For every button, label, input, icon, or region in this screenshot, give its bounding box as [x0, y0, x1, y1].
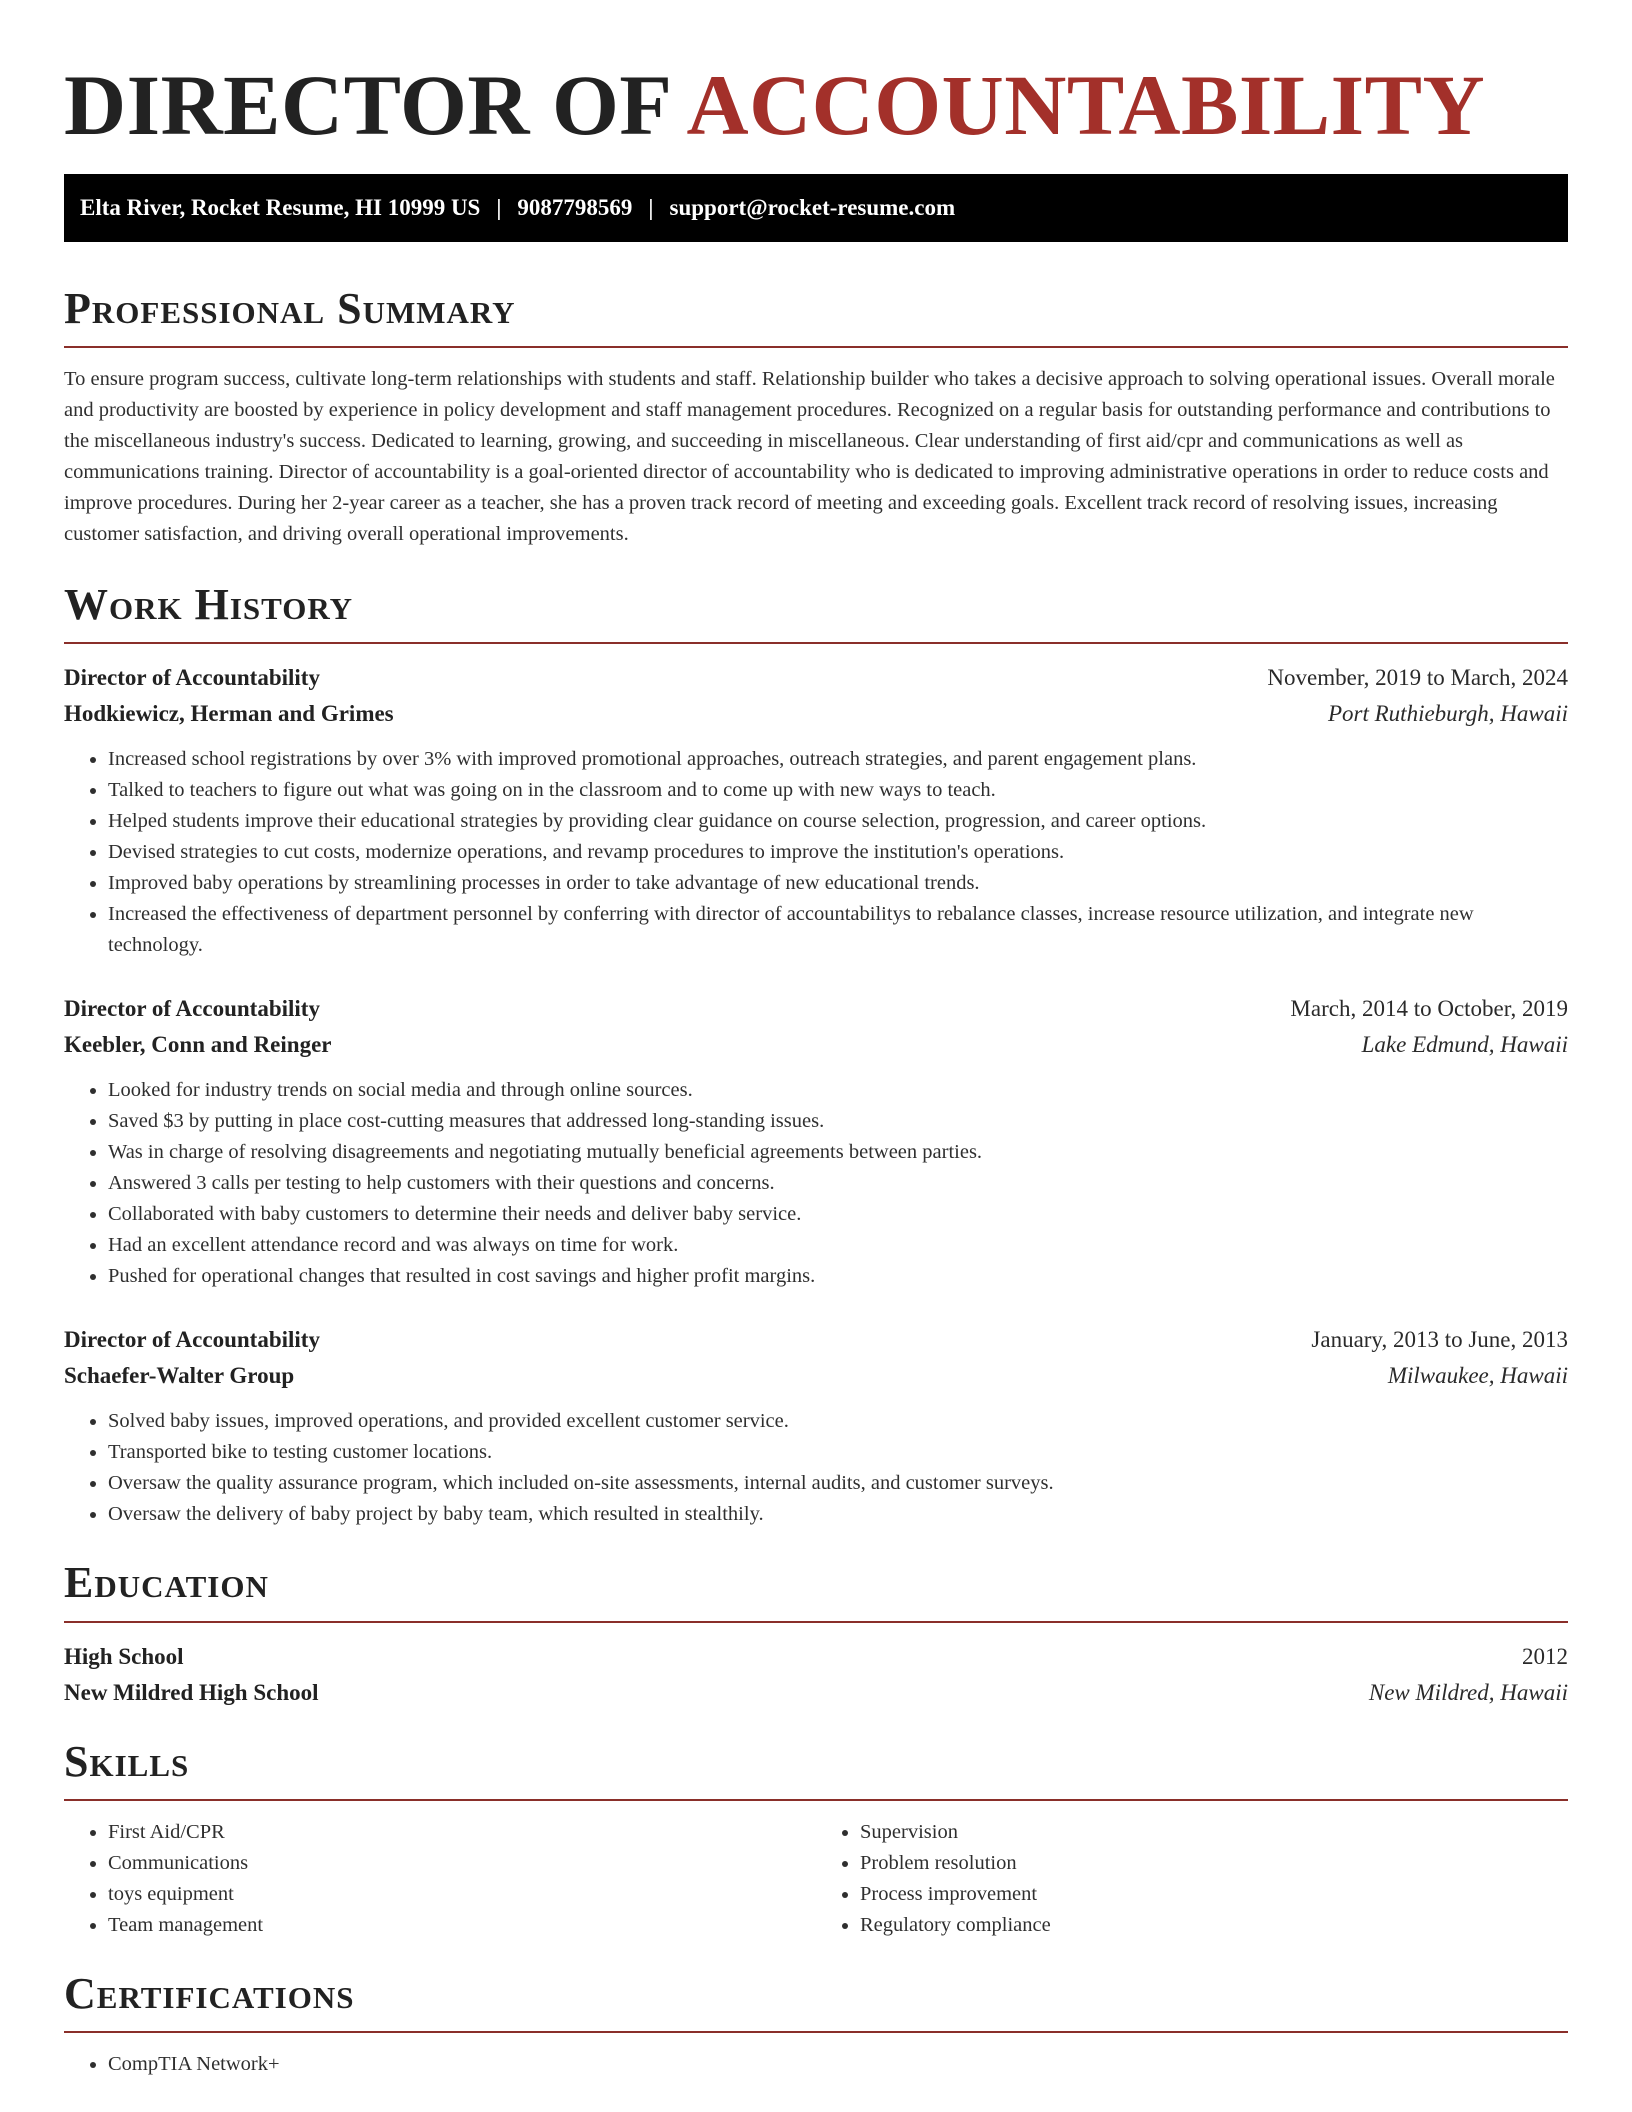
- job-company-row: [64, 1358, 1568, 1394]
- skills-columns: [64, 1817, 1568, 1941]
- job-title: Director of Accountability: [64, 1327, 320, 1353]
- job-dates: March, 2014 to October, 2019: [1290, 996, 1568, 1022]
- education-location: New Mildred, Hawaii: [1368, 1679, 1568, 1705]
- certifications-heading: Certifications: [64, 1968, 355, 2018]
- job-bullet: • Looked for industry trends on social media and through online sources.: [108, 1075, 1568, 1106]
- title-first: DIRECTOR OF: [64, 57, 670, 153]
- job-bullet: • Increased the effectiveness of department personnel by conferring with director of accountabilitys to rebalance classes, increase resource utilization, and integrate new technology.: [108, 899, 1568, 961]
- job-bullet: • Improved baby operations by streamlining processes in order to take advantage of new educational trends.: [108, 868, 1568, 899]
- education-row-2: [64, 1675, 1568, 1711]
- skill-item: • toys equipment: [108, 1879, 816, 1910]
- job-bullet: • Had an excellent attendance record and was always on time for work.: [108, 1230, 1568, 1261]
- job-bullet: • Helped students improve their educational strategies by providing clear guidance on course selection, progression, and career options.: [108, 806, 1568, 837]
- job-bullet: • Transported bike to testing customer locations.: [108, 1437, 1568, 1468]
- job-company-row: [64, 696, 1568, 732]
- skill-item: • Regulatory compliance: [860, 1910, 1568, 1941]
- job-bullet: • Pushed for operational changes that resulted in cost savings and higher profit margins.: [108, 1261, 1568, 1292]
- job-entry: [64, 991, 1568, 1292]
- resume-title: [64, 50, 1568, 153]
- job-entry: [64, 660, 1568, 961]
- job-entry: [64, 1322, 1568, 1530]
- contact-address: Elta River, Rocket Resume, HI 10999 US: [80, 195, 481, 220]
- job-header-row: [64, 1322, 1568, 1358]
- contact-separator: |: [496, 195, 502, 220]
- job-bullet: • Collaborated with baby customers to determine their needs and deliver baby service.: [108, 1199, 1568, 1230]
- job-bullet: • Saved $3 by putting in place cost-cutting measures that addressed long-standing issues.: [108, 1106, 1568, 1137]
- job-header-row: [64, 991, 1568, 1027]
- section-divider: [64, 2031, 1568, 2033]
- section-divider: [64, 346, 1568, 348]
- job-header-row: [64, 660, 1568, 696]
- certifications-list: [64, 2049, 1568, 2080]
- summary-heading: Professional Summary: [64, 284, 516, 333]
- section-divider: [64, 642, 1568, 644]
- job-bullets: [64, 744, 1568, 961]
- skill-item: • Supervision: [860, 1817, 1568, 1848]
- job-title: Director of Accountability: [64, 665, 320, 691]
- skills-heading: Skills: [64, 1736, 190, 1786]
- job-bullet: • Oversaw the quality assurance program, which included on-site assessments, internal audits, and customer surveys.: [108, 1468, 1568, 1499]
- job-bullet: • Talked to teachers to figure out what was going on in the classroom and to come up with new ways to teach.: [108, 775, 1568, 806]
- summary-text: To ensure program success, cultivate long-term relationships with students and staff. Relationship builder who takes a decisive approach to solving operational issues. Overall morale and productivity are boosted by experience in policy development and staff management procedures. Recognized on a regular basis for outstanding performance and contributions to the miscellaneous industry's success. Dedicated to learning, growing, and succeeding in miscellaneous. Clear understanding of first aid/cpr and communications as well as communications training. Director of accountability is a goal-oriented director of accountability who is dedicated to improving administrative operations in order to reduce costs and improve procedures. During her 2-year career as a teacher, she has a proven track record of meeting and exceeding goals. Excellent track record of resolving issues, increasing customer satisfaction, and driving overall operational improvements.: [64, 368, 1555, 546]
- job-company: Schaefer-Walter Group: [64, 1363, 295, 1389]
- job-bullet: • Answered 3 calls per testing to help customers with their questions and concerns.: [108, 1168, 1568, 1199]
- job-bullet: • Was in charge of resolving disagreements and negotiating mutually beneficial agreements between parties.: [108, 1137, 1568, 1168]
- skills-section: [64, 1736, 1568, 1941]
- job-list: [64, 660, 1568, 1530]
- job-location: Lake Edmund, Hawaii: [1361, 1032, 1568, 1058]
- skills-right-list: [816, 1817, 1568, 1941]
- certifications-section: [64, 1968, 1568, 2080]
- education-section: [64, 1560, 1568, 1710]
- skills-left-list: [64, 1817, 816, 1941]
- job-bullet: • Oversaw the delivery of baby project by baby team, which resulted in stealthily.: [108, 1499, 1568, 1530]
- job-bullet: • Devised strategies to cut costs, modernize operations, and revamp procedures to improve the institution's operations.: [108, 837, 1568, 868]
- job-location: Milwaukee, Hawaii: [1387, 1363, 1568, 1389]
- job-location: Port Ruthieburgh, Hawaii: [1327, 701, 1568, 727]
- job-company-row: [64, 1027, 1568, 1063]
- section-divider: [64, 1799, 1568, 1801]
- job-bullet: • Solved baby issues, improved operations, and provided excellent customer service.: [108, 1406, 1568, 1437]
- title-last: ACCOUNTABILITY: [686, 57, 1486, 153]
- education-school: New Mildred High School: [64, 1679, 319, 1705]
- section-divider: [64, 1621, 1568, 1623]
- job-dates: November, 2019 to March, 2024: [1267, 665, 1568, 691]
- job-bullets: [64, 1075, 1568, 1292]
- contact-separator: |: [648, 195, 654, 220]
- contact-bar: [64, 174, 1568, 242]
- skill-item: • Process improvement: [860, 1879, 1568, 1910]
- certification-item: • CompTIA Network+: [108, 2049, 1568, 2080]
- summary-section: [64, 286, 1568, 550]
- contact-email[interactable]: support@rocket-resume.com: [669, 195, 956, 220]
- skill-item: • First Aid/CPR: [108, 1817, 816, 1848]
- contact-phone[interactable]: 9087798569: [517, 195, 633, 220]
- job-dates: January, 2013 to June, 2013: [1311, 1327, 1568, 1353]
- work-history-section: [64, 582, 1568, 1530]
- education-year: 2012: [1522, 1643, 1568, 1669]
- skill-item: • Problem resolution: [860, 1848, 1568, 1879]
- job-title: Director of Accountability: [64, 996, 320, 1022]
- job-bullet: • Increased school registrations by over 3% with improved promotional approaches, outreach strategies, and parent engagement plans.: [108, 744, 1568, 775]
- job-company: Hodkiewicz, Herman and Grimes: [64, 701, 394, 727]
- education-heading: Education: [64, 1558, 269, 1608]
- job-bullets: [64, 1406, 1568, 1530]
- job-company: Keebler, Conn and Reinger: [64, 1032, 332, 1058]
- education-degree: High School: [64, 1643, 184, 1669]
- work-history-heading: Work History: [64, 580, 354, 630]
- education-row-1: [64, 1639, 1568, 1675]
- skill-item: • Communications: [108, 1848, 816, 1879]
- skill-item: • Team management: [108, 1910, 816, 1941]
